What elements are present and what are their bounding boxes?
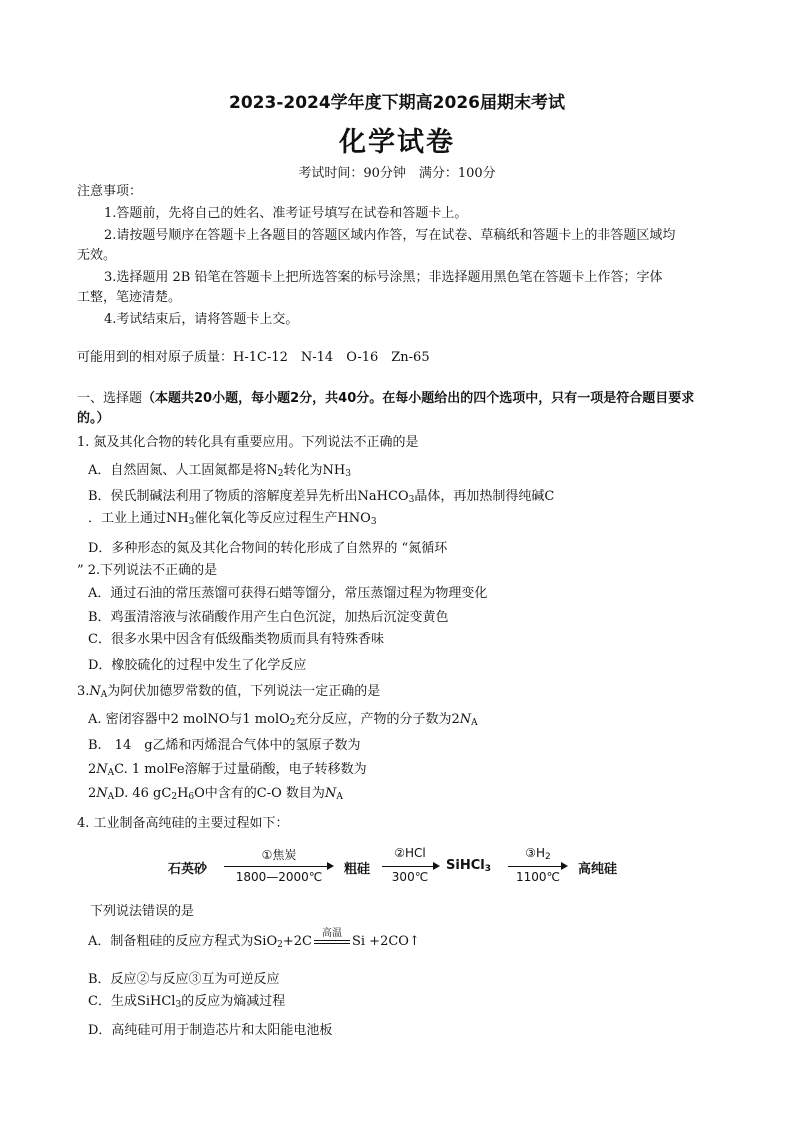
note-4: 4.考试结束后，请将答题卡上交。: [104, 312, 299, 327]
q1-option-d: D．多种形态的氮及其化合物间的转化形成了自然界的 “氮循环: [88, 541, 448, 556]
subject-title: 化学试卷: [339, 127, 455, 158]
time-score: 考试时间：90分钟 满分：100分: [298, 166, 496, 181]
note-3a: 3.选择题用 2B 铅笔在答题卡上把所选答案的标号涂黑；非选择题用黑色笔在答题卡上作答；字体: [104, 270, 663, 285]
flow-step3-reagent: $③H_2$: [525, 846, 551, 862]
flow-step1-condition: 1800—2000℃: [235, 870, 323, 884]
flow-step2-reagent: ②HCl: [394, 846, 426, 860]
q3-option-d: $2N_AD$. 46 $gC_2H_6O$中含有的C-O 数目为$N_A$: [88, 786, 343, 802]
flow-node-quartz-sand: 石英砂: [168, 862, 208, 877]
q4-option-c: C．生成SiHCl$_3$的反应为熵减过程: [88, 994, 286, 1010]
q4-option-a: A．制备粗硅的反应方程式为SiO$_2$+2C 高温 Si +2CO↑: [88, 928, 420, 950]
flow-arrow-1: [224, 866, 332, 867]
q2-option-a: A．通过石油的常压蒸馏可获得石蜡等馏分，常压蒸馏过程为物理变化: [88, 586, 488, 601]
q4-option-d: D．高纯硅可用于制造芯片和太阳能电池板: [88, 1023, 333, 1038]
note-3b: 工整，笔迹清楚。: [77, 290, 182, 305]
flow-node-high-purity-silicon: 高纯硅: [578, 862, 618, 877]
q3-option-a: A. 密闭容器中2 molNO与1 molO$_2$充分反应，产物的分子数为$2N_A$: [88, 712, 478, 728]
note-2b: 无效。: [77, 248, 117, 263]
flow-step2-condition: 300℃: [391, 870, 429, 884]
atomic-masses: 可能用到的相对原子质量：H-1C-12 N-14 O-16 Zn-65: [77, 350, 430, 365]
section-1-header-cont: 的。）: [77, 411, 110, 426]
q3-stem: $3.N_A$为阿伏加德罗常数的值，下列说法一定正确的是: [77, 684, 381, 700]
flow-step1-reagent: ①焦炭: [261, 848, 297, 862]
flow-step3-condition: 1100℃: [515, 870, 560, 884]
section-instructions: （本题共20小题，每小题2分，共40分。在每小题给出的四个选项中，只有一项是符合题目要求: [142, 391, 695, 406]
q2-option-d: D．橡胶硫化的过程中发生了化学反应: [88, 658, 307, 673]
exam-title: 2023-2024学年度下期高2026届期末考试: [229, 93, 565, 113]
note-2a: 2.请按题号顺序在答题卡上各题目的答题区域内作答，写在试卷、草稿纸和答题卡上的非答题区域均: [104, 228, 676, 243]
q1-option-c: ．工业上通过$NH_3$催化氧化等反应过程生产$HNO_3$: [88, 511, 377, 527]
note-1: 1.答题前，先将自己的姓名、准考证号填写在试卷和答题卡上。: [104, 206, 468, 221]
section-1-header: [77, 391, 694, 407]
q2-option-c: C．很多水果中因含有低级酯类物质而具有特殊香味: [88, 632, 384, 647]
q1-option-b: B．侯氏制碱法利用了物质的溶解度差异先析出NaHCO$_3$晶体，再加热制得纯碱C: [88, 489, 555, 505]
q1-stem: 1. 氮及其化合物的转化具有重要应用。下列说法不正确的是: [77, 435, 419, 450]
flow-arrow-3: [508, 866, 566, 867]
process-flow-diagram: [168, 846, 638, 886]
notes-heading: 注意事项：: [77, 184, 143, 199]
q4-stem: 4. 工业制备高纯硅的主要过程如下：: [77, 816, 289, 831]
flow-node-crude-silicon: 粗硅: [344, 862, 371, 877]
q2-stem: ” 2.下列说法不正确的是: [77, 563, 218, 578]
q3-option-c: $2N_AC$. 1 molFe溶解于过量硝酸，电子转移数为: [88, 762, 367, 778]
q4-intro: 下列说法错误的是: [90, 904, 195, 919]
q4-option-b: B．反应②与反应③互为可逆反应: [88, 972, 280, 987]
q3-option-b: B. 14 g乙烯和丙烯混合气体中的氢原子数为: [88, 738, 361, 753]
flow-arrow-2: [382, 866, 438, 867]
q2-option-b: B．鸡蛋清溶液与浓硝酸作用产生白色沉淀，加热后沉淀变黄色: [88, 610, 449, 625]
q1-option-a: A．自然固氮、人工固氮都是将$N_2$转化为$NH_3$: [88, 463, 351, 479]
section-label: 一、选择题: [77, 391, 143, 406]
flow-node-sihcl3: SiHCl$_3$: [446, 858, 491, 874]
reaction-condition-equals: 高温: [312, 935, 352, 947]
